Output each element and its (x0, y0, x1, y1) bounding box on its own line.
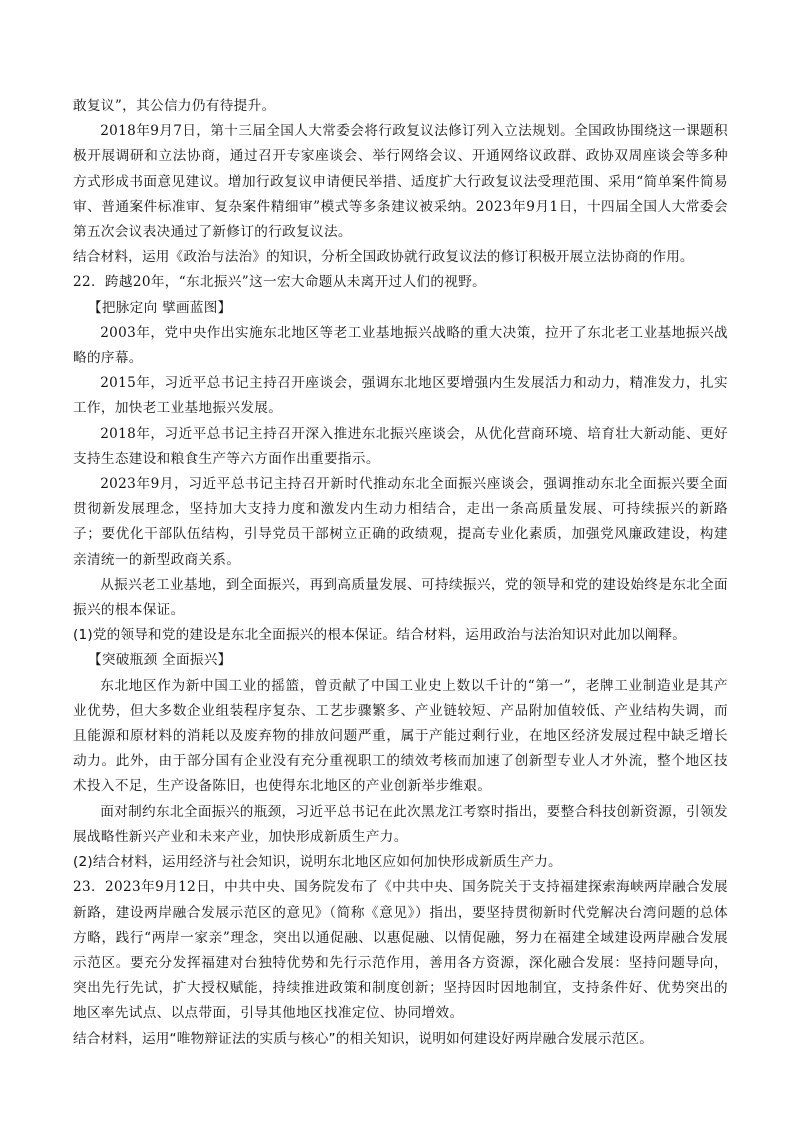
paragraph-northeast-industry: 东北地区作为新中国工业的摇篮，曾贡献了中国工业史上数以千计的“第一”，老牌工业制造业是其产业优势，但大多数企业组装程序复杂、工艺步骤繁多、产业链较短、产品附加值较低、产业结构失调，而且能源和原材料的消耗以及废弃物的排放问题严重，属于产能过剩行业，在地区经济发展过程中缺乏增长动力。此外，由于部分国有企业没有充分重视职工的绩效考核而加速了创新型专业人才外流，整个地区技术投入不足，生产设备陈旧，也使得东北地区的产业创新举步维艰。 (73, 677, 728, 795)
paragraph-2018: 2018年，习近平总书记主持召开深入推进东北振兴座谈会，从优化营商环境、培育壮大新动能、更好支持生态建设和粮食生产等六方面作出重要指示。 (73, 425, 728, 467)
paragraph-summary: 从振兴老工业基地，到全面振兴，再到高质量发展、可持续振兴，党的领导和党的建设始终是东北全面振兴的根本保证。 (73, 576, 728, 619)
question-22-title: 22．跨越20年，“东北振兴”这一宏大命题从未离开过人们的视野。 (73, 274, 487, 291)
question-23-prompt: 结合材料，运用“唯物辩证法的实质与核心”的相关知识，说明如何建设好两岸融合发展示范区。 (73, 1030, 654, 1047)
paragraph-intro-end: 敢复议”，其公信力仍有待提升。 (73, 98, 276, 114)
section-heading-breakthrough: 【突破瓶颈 全面振兴】 (88, 652, 232, 669)
paragraph-new-productivity: 面对制约东北全面振兴的瓶颈，习近平总书记在此次黑龙江考察时指出，要整合科技创新资源，引领发展战略性新兴产业和未来产业，加快形成新质生产力。 (73, 803, 728, 845)
paragraph-2023: 2023年9月，习近平总书记主持召开新时代推动东北全面振兴座谈会，强调推动东北全面振兴要全面贯彻新发展理念，坚持加大支持力度和激发内生动力相结合，走出一条高质量发展、可持续振兴的新路子；要优化干部队伍结构，引导党员干部树立正确的政绩观，提高专业化素质，加强党风廉政建设，构建亲清统一的新型政商关系。 (73, 476, 728, 568)
question-23-material: 23．2023年9月12日，中共中央、国务院发布了《中共中央、国务院关于支持福建探索海峡两岸融合发展新路，建设两岸融合发展示范区的意见》（简称《意见》）指出，要坚持贯彻新时代党解决台湾问题的总体方略，践行“两岸一家亲”理念，突出以通促融、以惠促融、以情促融，努力在福建全域建设两岸融合发展示范区。要充分发挥福建对台独特优势和先行示范作用，善用各方资源，深化融合发展：坚持问题导向，突出先行先试，扩大授权赋能，持续推进政策和制度创新；坚持因时因地制宜，支持条件好、优势突出的地区率先试点、以点带面，引导其他地区找准定位、协同增效。 (73, 879, 728, 1022)
paragraph-2015: 2015年，习近平总书记主持召开座谈会，强调东北地区要增强内生发展活力和动力，精准发力，扎实工作，加快老工业基地振兴发展。 (73, 375, 728, 417)
document-page (73, 94, 728, 1052)
paragraph-2003: 2003年，党中央作出实施东北地区等老工业基地振兴战略的重大决策，拉开了东北老工业基地振兴战略的序幕。 (73, 324, 728, 367)
paragraph-admin-review-law: 2018年9月7日，第十三届全国人大常委会将行政复议法修订列入立法规划。全国政协围绕这一课题积极开展调研和立法协商，通过召开专家座谈会、举行网络会议、开通网络议政群、政协双周座谈会等多种方式形成书面意见建议。增加行政复议申请便民举措、适度扩大行政复议法受理范围、采用“简单案件简易审、普通案件标准审、复杂案件精细审”模式等多条建议被采纳。2023年9月1日，十四届全国人大常委会第五次会议表决通过了新修订的行政复议法。 (73, 123, 728, 241)
section-heading-blueprint: 【把脉定向 擘画蓝图】 (88, 299, 232, 316)
question-21-prompt: 结合材料，运用《政治与法治》的知识，分析全国政协就行政复议法的修订积极开展立法协商的作用。 (73, 249, 694, 266)
question-22-part-1: (1)党的领导和党的建设是东北全面振兴的根本保证。结合材料，运用政治与法治知识对此加以阐释。 (73, 627, 686, 644)
question-22-part-2: (2)结合材料，运用经济与社会知识，说明东北地区应如何加快形成新质生产力。 (73, 854, 562, 871)
